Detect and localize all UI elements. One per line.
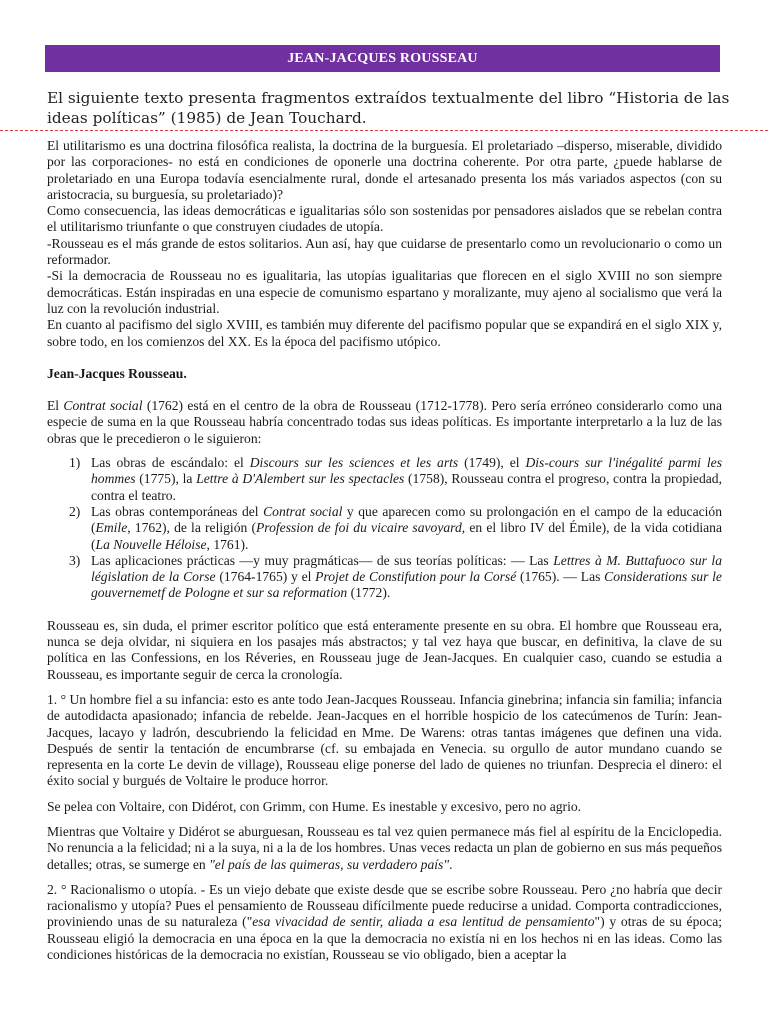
book-title: Considerations sur le gouvernemetf de Pologne et sur sa reformation: [91, 569, 722, 601]
section-heading: Jean-Jacques Rousseau.: [47, 365, 187, 381]
book-title: Contrat social: [263, 503, 343, 519]
list-item: 2) Las obras contemporáneas del Contrat social y que aparecen como su prolongación en el campo de la educación (Emile, 1762), de la religión (Profession de foi du vicaire savoyard, en el libro IV del Émile), de la vida cotidiana (La Nouvelle Héloise, 1761).: [69, 503, 723, 552]
book-title: Profession de foi du vicaire savoyard: [256, 520, 462, 536]
paragraph: 2. ° Racionalismo o utopía. - Es un viejo debate que existe desde que se escribe sobre Rousseau. Pero ¿no habría que decir racionalismo y utopía? Pues el pensamiento de Rousseau difícilmente puede reducirse a unidad. Comporta contradicciones, proviniendo unas de su naturaleza ("esa vivacidad de sentir, aliada a esa lentitud de pensamiento") y otras de su época; Rousseau eligió la democracia en una época en la que la democracia no existía ni en los hechos ni en las ideas. Como las condiciones históricas de la democracia no existían, Rousseau se vio obligado, bien a aceptar la: [47, 881, 723, 963]
quote: "el país de las quimeras, su verdadero país": [209, 856, 450, 872]
document-body: [47, 138, 722, 963]
paragraph: Se pelea con Voltaire, con Didérot, con Grimm, con Hume. Es inestable y excesivo, pero no agrio.: [47, 798, 582, 814]
list-item: 3) Las aplicaciones prácticas —y muy pragmáticas— de sus teorías políticas: — Las Lettres à M. Buttafuoco sur la législation de la Corse (1764-1765) y el Projet de Constifution pour la Corsé (1765). — Las Considerations sur le gouvernemetf de Pologne et sur sa reformation (1772).: [69, 552, 723, 601]
book-title: Lettre à D'Alembert sur les spectacles: [196, 471, 405, 487]
paragraph: Como consecuencia, las ideas democráticas e igualitarias sólo son sostenidas por pensadores aislados que se rebelan contra el utilitarismo triunfante o que construyen ciudades de utopía.: [47, 203, 722, 235]
list-number: 1): [69, 455, 81, 471]
list-item: 1) Las obras de escándalo: el Discours sur les sciences et les arts (1749), el Dis-cours sur l'inégalité parmi les hommes (1775), la Lettre à D'Alembert sur les spectacles (1758), Rousseau contra el progreso, contra la propiedad, contra el teatro.: [69, 455, 722, 503]
quote: esa vivacidad de sentir, aliada a esa lentitud de pensamiento: [252, 914, 595, 930]
book-title: Contrat social: [63, 398, 143, 414]
book-title: Emile: [95, 520, 128, 536]
page-title: JEAN-JACQUES ROUSSEAU: [287, 51, 478, 66]
paragraph: 1. ° Un hombre fiel a su infancia: esto es ante todo Jean-Jacques Rousseau. Infancia ginebrina; infancia sin familia; infancia de autodidacta apasionado; infancia de rebelde. Jean-Jacques en el horrible hospicio de los catecúmenos de Turín: Jean-Jacques, lacayo y ladrón, descubriendo la felicidad en Mme. De Warens: otras tantas imágenes que definen una vida. Después de sentir la tentación de encumbrarse (cf. su embajada en Venecia. su orgullo de autor mundano cuando se representa en la corte Le devin de village), Rousseau elige ponerse del lado de quienes no triunfan. Desprecia el dinero: el éxito social y burgués de Voltaire le produce horror.: [47, 691, 722, 789]
list-number: 3): [69, 552, 81, 568]
page-title-banner: [45, 45, 720, 72]
paragraph: En cuanto al pacifismo del siglo XVIII, es también muy diferente del pacifismo popular que se expandirá en el siglo XIX y, sobre todo, en los comienzos del XX. Es la época del pacifismo utópico.: [47, 317, 722, 349]
book-title: Dis-cours sur l'inégalité parmi les hommes: [91, 455, 722, 487]
works-list: [47, 455, 722, 602]
dashed-divider: [0, 130, 768, 131]
paragraph: Rousseau es, sin duda, el primer escritor político que está enteramente presente en su obra. El hombre que Rousseau era, nunca se deja olvidar, ni siquiera en los pasajes más abstractos; y tal vez haya que buscar, en definitiva, la clave de su política en las Confessions, en los Réveries, en Rousseau juge de Jean-Jacques. En cualquier caso, cuando se estudia a Rousseau, es importante seguir de cerca la cronología.: [47, 617, 722, 682]
book-title: Discours sur les sciences et les arts: [249, 455, 459, 471]
paragraph: -Rousseau es el más grande de estos solitarios. Aun así, hay que cuidarse de presentarlo como un revolucionario o como un reformador.: [47, 235, 722, 268]
list-number: 2): [69, 503, 81, 519]
paragraph: Mientras que Voltaire y Didérot se aburguesan, Rousseau es tal vez quien permanece más fiel al espíritu de la Enciclopedia. No renuncia a la felicidad; ni a la suya, ni a la de los hombres. Unas veces redacta un plan de gobierno en sus más pequeños detalles; otras, se sumerge en "el país de las quimeras, su verdadero país".: [47, 823, 722, 872]
intro-text: El siguiente texto presenta fragmentos extraídos textualmente del libro “Historia de las ideas políticas” (1985) de Jean Touchard.: [47, 89, 730, 127]
paragraph: El utilitarismo es una doctrina filosófica realista, la doctrina de la burguesía. El proletariado –disperso, miserable, dividido por las corporaciones- no está en condiciones de oponerle una doctrina coherente. Por otra parte, ¿puede hablarse de proletariado en una Europa todavía esencialmente rural, donde el artesanado presenta los más variados aspectos (con su aristocracia, su burguesía, su proletariado)?: [47, 138, 722, 202]
paragraph: -Si la democracia de Rousseau no es igualitaria, las utopías igualitarias que florecen en el siglo XVIII no son siempre democráticas. Están inspiradas en una especie de comunismo espartano y moralizante, muy ajeno al socialismo que verá la luz con la revolución industrial.: [47, 268, 722, 316]
book-title: Projet de Constifution pour la Corsé: [315, 569, 517, 585]
paragraph-contrat: El Contrat social (1762) está en el centro de la obra de Rousseau (1712-1778). Pero sería erróneo considerarlo como una especie de suma en la que Rousseau habría concentrado todas sus ideas políticas. Es importante interpretarlo a la luz de las obras que le precedieron o le siguieron:: [47, 398, 723, 446]
book-title: Lettres à M. Buttafuoco sur la législation de la Corse: [91, 552, 723, 585]
book-title: La Nouvelle Héloise: [95, 536, 207, 552]
